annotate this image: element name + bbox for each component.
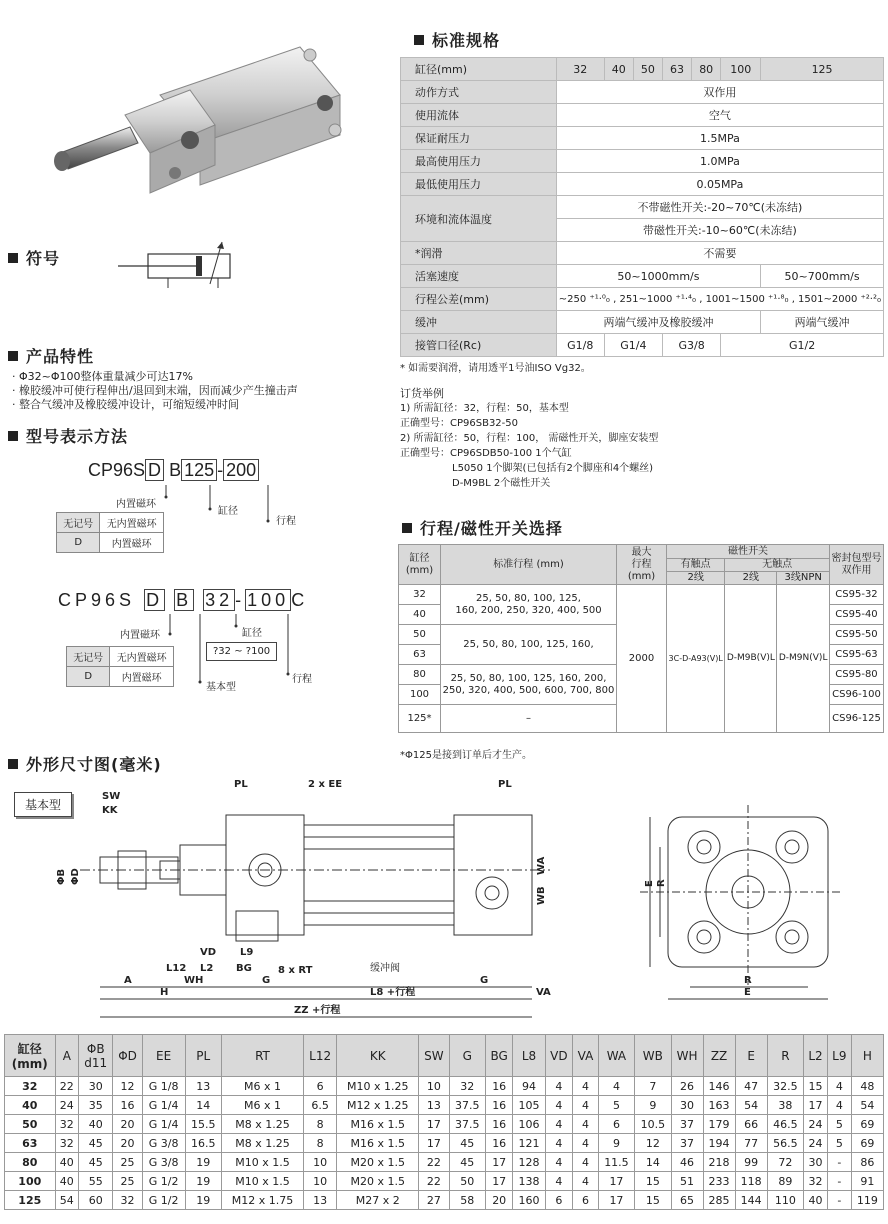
dim-cell: 99 [735, 1153, 767, 1172]
section-model-title: 型号表示方法 [8, 424, 128, 447]
model2-mag-label: 内置磁环 [120, 630, 160, 641]
dim-header-cell: L8 [513, 1035, 545, 1077]
dim-cell: M12 x 1.75 [221, 1191, 303, 1210]
svg-text:E: E [744, 987, 751, 998]
dim-cell: 51 [671, 1172, 703, 1191]
dim-header-cell: KK [337, 1035, 419, 1077]
dim-cell: 5 [827, 1115, 851, 1134]
svg-text:SW: SW [102, 791, 121, 802]
table-row [5, 1077, 884, 1096]
model2-bore-range: ?32 ~ ?100 [206, 642, 277, 661]
spec-note: * 如需要润滑，请用透平1号油ISO Vg32。 [400, 363, 591, 374]
dim-cell: 4 [827, 1096, 851, 1115]
dim-cell: 14 [635, 1153, 671, 1172]
dim-cell: 24 [55, 1096, 78, 1115]
svg-text:VD: VD [200, 947, 217, 958]
svg-text:WH: WH [184, 975, 204, 986]
dim-cell: 100 [5, 1172, 56, 1191]
dim-cell: 11.5 [598, 1153, 634, 1172]
dim-header-cell: PL [185, 1035, 221, 1077]
dim-cell: 5 [827, 1134, 851, 1153]
dim-cell: 17 [419, 1134, 449, 1153]
table-row [5, 1134, 884, 1153]
svg-text:G: G [480, 975, 489, 986]
feature-item: · 整合气缓冲及橡胶缓冲设计，可缩短缓冲时间 [12, 398, 239, 411]
dim-cell: 47 [735, 1077, 767, 1096]
dim-header-cell: WH [671, 1035, 703, 1077]
svg-text:KK: KK [102, 805, 118, 816]
dim-cell: 65 [671, 1191, 703, 1210]
dim-cell: 125 [5, 1191, 56, 1210]
dim-cell: 179 [703, 1115, 735, 1134]
dim-cell: 50 [449, 1172, 485, 1191]
dim-cell: 17 [598, 1191, 634, 1210]
dim-cell: 54 [851, 1096, 883, 1115]
dim-cell: 128 [513, 1153, 545, 1172]
svg-text:G: G [262, 975, 271, 986]
dim-cell: 5 [598, 1096, 634, 1115]
dim-cell: 20 [113, 1134, 142, 1153]
dim-cell: 16.5 [185, 1134, 221, 1153]
dim-cell: 4 [573, 1096, 598, 1115]
dim-cell: 6 [303, 1077, 336, 1096]
dim-header-cell: A [55, 1035, 78, 1077]
dim-cell: 13 [303, 1191, 336, 1210]
svg-text:WA: WA [536, 856, 547, 875]
dim-cell: 45 [79, 1153, 113, 1172]
dim-cell: 285 [703, 1191, 735, 1210]
dim-cell: 9 [635, 1096, 671, 1115]
dim-cell: 63 [5, 1134, 56, 1153]
svg-text:L9: L9 [240, 947, 254, 958]
dim-cell: 32 [5, 1077, 56, 1096]
dim-cell: 46 [671, 1153, 703, 1172]
dim-cell: 15 [804, 1077, 828, 1096]
dim-cell: 10 [303, 1172, 336, 1191]
dim-cell: 10.5 [635, 1115, 671, 1134]
dim-header-cell: VA [573, 1035, 598, 1077]
dim-header-cell: L2 [804, 1035, 828, 1077]
features-list [12, 370, 298, 412]
dim-cell: 26 [671, 1077, 703, 1096]
dim-cell: 22 [419, 1172, 449, 1191]
dim-cell: M8 x 1.25 [221, 1134, 303, 1153]
dim-cell: G 1/2 [142, 1172, 185, 1191]
svg-text:A: A [124, 975, 132, 986]
dim-cell: 37.5 [449, 1115, 485, 1134]
dim-cell: 45 [449, 1153, 485, 1172]
svg-text:缓冲阀: 缓冲阀 [370, 963, 400, 974]
dim-cell: 60 [79, 1191, 113, 1210]
dim-cell: 17 [598, 1172, 634, 1191]
dim-cell: 6 [545, 1191, 573, 1210]
svg-text:L8 +行程: L8 +行程 [370, 987, 416, 998]
order-line: 正确型号：CP96SB32-50 [400, 418, 519, 429]
table-row [5, 1172, 884, 1191]
dim-header-cell: BG [485, 1035, 513, 1077]
dim-cell: G 3/8 [142, 1153, 185, 1172]
svg-text:R: R [656, 879, 667, 887]
order-title: 订货举例 [400, 387, 444, 400]
dim-cell: 19 [185, 1191, 221, 1210]
dim-cell: 121 [513, 1134, 545, 1153]
dim-cell: M27 x 2 [337, 1191, 419, 1210]
dim-cell: 4 [573, 1115, 598, 1134]
dim-cell: 17 [485, 1172, 513, 1191]
dim-cell: 66 [735, 1115, 767, 1134]
dim-header-cell: R [767, 1035, 803, 1077]
table-row [5, 1153, 884, 1172]
dim-cell: 22 [419, 1153, 449, 1172]
order-line: 2) 所需缸径：50，行程：100， 需磁性开关，脚座安装型 [400, 433, 659, 444]
dimension-table [4, 1034, 884, 1210]
svg-text:E: E [644, 880, 655, 887]
dim-cell: 80 [5, 1153, 56, 1172]
dim-cell: 24 [804, 1134, 828, 1153]
table-row [5, 1191, 884, 1210]
dim-cell: 13 [419, 1096, 449, 1115]
svg-text:BG: BG [236, 963, 252, 974]
section-spec-title: 标准规格 [414, 28, 500, 51]
section-stroke-title: 行程/磁性开关选择 [402, 516, 563, 539]
dim-cell: 194 [703, 1134, 735, 1153]
dim-cell: 37.5 [449, 1096, 485, 1115]
dim-cell: 17 [804, 1096, 828, 1115]
dim-header-cell: VD [545, 1035, 573, 1077]
dim-cell: 15 [635, 1191, 671, 1210]
dim-cell: M16 x 1.5 [337, 1115, 419, 1134]
svg-text:VA: VA [536, 987, 551, 998]
dim-cell: 163 [703, 1096, 735, 1115]
dim-cell: 6 [573, 1191, 598, 1210]
order-line: L5050 1个脚架(已包括有2个脚座和4个螺丝) [452, 463, 654, 474]
dim-cell: 91 [851, 1172, 883, 1191]
dim-cell: 55 [79, 1172, 113, 1191]
model2-stroke-label: 行程 [292, 674, 312, 685]
dim-cell: 69 [851, 1115, 883, 1134]
dim-header-cell: WB [635, 1035, 671, 1077]
dim-cell: 12 [635, 1134, 671, 1153]
dim-cell: 17 [419, 1115, 449, 1134]
dim-cell: 56.5 [767, 1134, 803, 1153]
dim-header-cell: ΦD [113, 1035, 142, 1077]
section-symbol-title: 符号 [8, 246, 60, 269]
dim-header-cell: ZZ [703, 1035, 735, 1077]
table-row [5, 1115, 884, 1134]
svg-text:ΦB: ΦB [56, 868, 67, 885]
svg-text:PL: PL [234, 779, 248, 790]
dim-cell: 32 [449, 1077, 485, 1096]
dim-header-cell: E [735, 1035, 767, 1077]
dim-cell: 45 [79, 1134, 113, 1153]
dim-cell: G 1/4 [142, 1096, 185, 1115]
dim-cell: 12 [113, 1077, 142, 1096]
model2-bore-label: 缸径 [242, 628, 262, 639]
dim-cell: 58 [449, 1191, 485, 1210]
dim-cell: 32 [804, 1172, 828, 1191]
dim-cell: 4 [573, 1172, 598, 1191]
dim-cell: 22 [55, 1077, 78, 1096]
model2-base-label: 基本型 [206, 682, 236, 693]
stroke-table: 缸径 (mm) 标准行程 (mm) 最大 行程 (mm) 磁性开关 密封包型号 双作用 有触点 无触点 2线 2线 3线NPN 32 25, 50, 80, 100, 125, 160, 200, 250, 320, 400, 500 2000 3C-D-A93(V)L D-M9B(V)L D-M9N(V)L CS95-32 40 CS95-40 50 25, 50, 80, 100, 125, 160, CS95-50 63 CS95-63 80 25, 50, 80, 100, 125, 160, 200, 250, 320, 400, 500, 600, 700, 800 CS95-80 100 CS96-100 125* – CS96-125 [398, 544, 884, 733]
dim-cell: 8 [303, 1115, 336, 1134]
dim-cell: 4 [573, 1077, 598, 1096]
svg-text:8 x RT: 8 x RT [278, 965, 313, 976]
order-line: 1) 所需缸径：32，行程：50，基本型 [400, 403, 569, 414]
dim-cell: 40 [55, 1153, 78, 1172]
dim-cell: 4 [598, 1077, 634, 1096]
dim-cell: 37 [671, 1134, 703, 1153]
dim-cell: 6.5 [303, 1096, 336, 1115]
dim-cell: 30 [804, 1153, 828, 1172]
dim-cell: M10 x 1.25 [337, 1077, 419, 1096]
svg-text:ΦD: ΦD [70, 868, 81, 885]
svg-text:L2: L2 [200, 963, 214, 974]
dim-cell: 32 [113, 1191, 142, 1210]
dim-header-cell: H [851, 1035, 883, 1077]
dim-header-cell: 缸径 (mm) [5, 1035, 56, 1077]
dim-header-cell: SW [419, 1035, 449, 1077]
dim-cell: 138 [513, 1172, 545, 1191]
model-code-2: CP96S D B 32 - 100 C [58, 590, 309, 610]
dim-cell: 38 [767, 1096, 803, 1115]
dim-cell: 4 [573, 1153, 598, 1172]
dim-cell: 15.5 [185, 1115, 221, 1134]
dim-cell: 118 [735, 1172, 767, 1191]
dim-cell: 40 [55, 1172, 78, 1191]
dim-cell: 40 [5, 1096, 56, 1115]
dim-cell: 25 [113, 1172, 142, 1191]
cylinder-symbol [118, 232, 248, 292]
model1-mag-table: 无记号 无内置磁环 D 内置磁环 [56, 512, 164, 553]
dim-cell: G 1/2 [142, 1191, 185, 1210]
stroke-note: *Φ125是接到订单后才生产。 [400, 750, 532, 761]
dim-header-cell: EE [142, 1035, 185, 1077]
section-features-title: 产品特性 [8, 344, 94, 367]
dim-cell: - [827, 1153, 851, 1172]
dim-cell: 10 [303, 1153, 336, 1172]
dim-cell: 72 [767, 1153, 803, 1172]
dim-cell: 20 [113, 1115, 142, 1134]
dim-cell: 40 [79, 1115, 113, 1134]
dim-cell: M6 x 1 [221, 1077, 303, 1096]
dim-cell: 4 [545, 1172, 573, 1191]
dim-cell: 144 [735, 1191, 767, 1210]
dim-cell: 146 [703, 1077, 735, 1096]
dim-cell: 37 [671, 1115, 703, 1134]
dim-header-cell: L12 [303, 1035, 336, 1077]
dim-cell: 30 [671, 1096, 703, 1115]
dim-cell: 50 [5, 1115, 56, 1134]
dim-cell: 32 [55, 1134, 78, 1153]
dim-cell: G 3/8 [142, 1134, 185, 1153]
dim-cell: 45 [449, 1134, 485, 1153]
model1-mag-label: 内置磁环 [116, 499, 156, 510]
dim-cell: 16 [485, 1096, 513, 1115]
model1-bore-label: 缸径 [218, 506, 238, 517]
dim-cell: M10 x 1.5 [221, 1153, 303, 1172]
dim-cell: 119 [851, 1191, 883, 1210]
feature-item: · Φ32~Φ100整体重量减少可达17% [12, 370, 193, 383]
dim-cell: 105 [513, 1096, 545, 1115]
dim-cell: 30 [79, 1077, 113, 1096]
dim-cell: 19 [185, 1172, 221, 1191]
dim-cell: 4 [573, 1134, 598, 1153]
dim-cell: 27 [419, 1191, 449, 1210]
dim-cell: 4 [545, 1096, 573, 1115]
dim-cell: 40 [804, 1191, 828, 1210]
svg-text:ZZ +行程: ZZ +行程 [294, 1005, 341, 1016]
dim-cell: 94 [513, 1077, 545, 1096]
dim-cell: 4 [545, 1077, 573, 1096]
dim-cell: 4 [827, 1077, 851, 1096]
dim-cell: 16 [485, 1077, 513, 1096]
dim-header-cell: RT [221, 1035, 303, 1077]
dim-cell: M20 x 1.5 [337, 1172, 419, 1191]
dim-header-cell: ΦB d11 [79, 1035, 113, 1077]
dim-cell: 4 [545, 1134, 573, 1153]
dim-cell: 32 [55, 1115, 78, 1134]
svg-text:R: R [744, 975, 752, 986]
dim-cell: 10 [419, 1077, 449, 1096]
dim-cell: M16 x 1.5 [337, 1134, 419, 1153]
dim-cell: 14 [185, 1096, 221, 1115]
dim-cell: 54 [55, 1191, 78, 1210]
dim-cell: G 1/4 [142, 1115, 185, 1134]
dim-cell: 17 [485, 1153, 513, 1172]
order-line: 正确型号：CP96SDB50-100 1个气缸 [400, 448, 572, 459]
svg-text:2 x EE: 2 x EE [308, 779, 343, 790]
dim-cell: 4 [545, 1153, 573, 1172]
dim-cell: - [827, 1191, 851, 1210]
dim-cell: 77 [735, 1134, 767, 1153]
dim-cell: M6 x 1 [221, 1096, 303, 1115]
dim-cell: M20 x 1.5 [337, 1153, 419, 1172]
dim-header-cell: WA [598, 1035, 634, 1077]
order-examples [400, 386, 658, 491]
svg-text:H: H [160, 987, 169, 998]
dim-cell: G 1/8 [142, 1077, 185, 1096]
model1-stroke-label: 行程 [276, 516, 296, 527]
dim-cell: 106 [513, 1115, 545, 1134]
dim-cell: 160 [513, 1191, 545, 1210]
dim-cell: 13 [185, 1077, 221, 1096]
dim-cell: 54 [735, 1096, 767, 1115]
dim-cell: 233 [703, 1172, 735, 1191]
dim-cell: M8 x 1.25 [221, 1115, 303, 1134]
dim-cell: 110 [767, 1191, 803, 1210]
dim-cell: 32.5 [767, 1077, 803, 1096]
svg-text:PL: PL [498, 779, 512, 790]
spec-table: 缸径(mm) 32 40 50 63 80 100 125 动作方式 双作用 使用流体 空气 保证耐压力 1.5MPa 最高使用压力 1.0MPa 最低使用压力 0.05MPa 环境和流体温度 不带磁性开关:-20~70℃(未冻结) 带磁性开关:-10~60℃(未冻结) *润滑 不需要 活塞速度 50~1000mm/s 50~700mm/s 行程公差(mm) ~250 ⁺¹·⁰₀ , 251~1000 ⁺¹·⁴₀ , 1001~1500 ⁺¹·⁸₀ , 1501~2000 ⁺²·²₀ 缓冲 两端气缓冲及橡胶缓冲 两端气缓冲 接管口径(Rc) G1/8 G1/4 G3/8 G1/2 [400, 57, 884, 357]
order-line: D-M9BL 2个磁性开关 [452, 478, 551, 489]
dim-cell: 20 [485, 1191, 513, 1210]
dim-header-cell: G [449, 1035, 485, 1077]
dim-cell: 35 [79, 1096, 113, 1115]
dim-cell: 86 [851, 1153, 883, 1172]
feature-item: · 橡胶缓冲可使行程伸出/退回到末端，因而减少产生撞击声 [12, 384, 298, 397]
table-row [5, 1096, 884, 1115]
dim-cell: 25 [113, 1153, 142, 1172]
dim-cell: 6 [598, 1115, 634, 1134]
dim-cell: 16 [485, 1115, 513, 1134]
dim-cell: 48 [851, 1077, 883, 1096]
dim-cell: 7 [635, 1077, 671, 1096]
dim-cell: 16 [485, 1134, 513, 1153]
dim-header-cell: L9 [827, 1035, 851, 1077]
section-dims-title: 外形尺寸图(毫米) [8, 752, 162, 775]
svg-text:WB: WB [536, 886, 547, 905]
dim-cell: 69 [851, 1134, 883, 1153]
dimension-drawing [40, 775, 860, 1027]
dim-cell: 89 [767, 1172, 803, 1191]
product-photo [40, 35, 350, 205]
dim-cell: 218 [703, 1153, 735, 1172]
dim-cell: 19 [185, 1153, 221, 1172]
dim-cell: 46.5 [767, 1115, 803, 1134]
dim-cell: 9 [598, 1134, 634, 1153]
svg-text:L12: L12 [166, 963, 187, 974]
dim-cell: 16 [113, 1096, 142, 1115]
dim-cell: - [827, 1172, 851, 1191]
dim-cell: M10 x 1.5 [221, 1172, 303, 1191]
dim-cell: 24 [804, 1115, 828, 1134]
type-label: 基本型 [14, 792, 72, 817]
dim-cell: 4 [545, 1115, 573, 1134]
model2-mag-table: 无记号 无内置磁环 D 内置磁环 [66, 646, 174, 687]
model-code-1: CP96S D B 125 - 200 [88, 460, 259, 481]
dim-cell: 15 [635, 1172, 671, 1191]
dim-cell: 8 [303, 1134, 336, 1153]
dim-cell: M12 x 1.25 [337, 1096, 419, 1115]
